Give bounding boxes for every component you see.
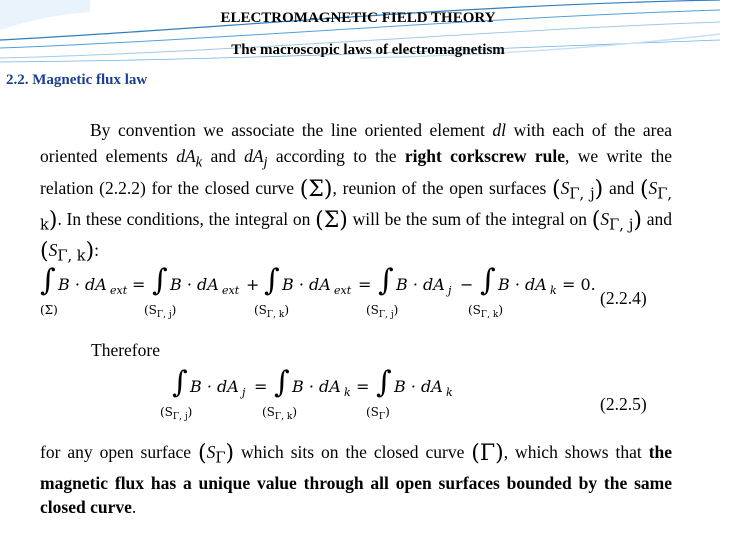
svg-text:∫: ∫ [152,263,168,298]
paragraph-intro: By convention we associate the line oriented element dl with each of the area oriented elements $dA_k$ and $dA_j$ according to the right corkscrew rule, we write the relation (2.2.2) for the closed curve (Σ), reunion of the open surfaces $(S_{\Gamma, j})$ and $(S_{\Gamma, k})$. In these conditions, the integral on (Σ) will be the sum of the integral on $(S_{\Gamma, j})$ and $(S_{\Gamma, k})$: [40,120,673,264]
svg-text:= 0.: = 0. [562,275,596,294]
svg-text:(SΓ, k): $(S_{\Gamma, k})$ [254,303,290,320]
svg-text:B · dA: B · dA [170,275,219,294]
equation-2-2-5 [150,362,453,428]
svg-text:∫: ∫ [264,263,280,298]
svg-text:k: k [446,386,453,399]
equation-number-2: (2.2.5) [600,394,647,414]
svg-text:(SΓ, k): $(S_{\Gamma, k})$ [468,303,504,320]
svg-text:B · dA: B · dA [292,377,341,396]
svg-text:∫: ∫ [480,263,496,298]
svg-text:(SΓ): $(S_\Gamma)$ [366,405,390,422]
page-subtitle: The macroscopic laws of electromagnetism [231,42,505,58]
svg-text:ext: ext [334,284,352,297]
section-heading: 2.2. Magnetic flux law [6,72,148,88]
svg-text:ext: ext [222,284,240,297]
paragraph-conclusion: for any open surface $(S_\Gamma)$ which sits on the closed curve (Γ), which shows that the magnetic flux has a unique value through all open surfaces bounded by the same closed curve. [40,441,673,517]
integral-sk-ext [254,263,352,320]
svg-text:−: − [460,275,474,294]
page-title: ELECTROMAGNETIC FIELD THEORY [220,10,496,26]
therefore-text: Therefore [91,340,160,360]
svg-text:(SΓ, j): $(S_{\Gamma, j})$ [366,303,399,320]
eq2-integral-s [366,365,453,422]
svg-text:k: k [344,386,351,399]
svg-text:(SΓ, j): $(S_{\Gamma, j})$ [160,405,193,422]
integral-sk [468,263,557,320]
svg-text:∫: ∫ [172,365,188,400]
eq2-integral-sk [262,365,351,422]
integral-sj-ext [144,263,240,320]
equation-2-2-4 [40,256,680,326]
svg-text:∫: ∫ [40,263,56,298]
svg-text:=: = [254,377,268,396]
svg-text:ext: ext [110,284,128,297]
svg-text:(SΓ, k): $(S_{\Gamma, k})$ [262,405,298,422]
integral-sj [366,263,452,320]
svg-text:∫: ∫ [378,263,394,298]
svg-text:∫: ∫ [376,365,392,400]
svg-text:+: + [246,275,260,294]
svg-text:B · dA: B · dA [58,275,107,294]
svg-text:(SΓ, j): $(S_{\Gamma, j})$ [144,303,177,320]
svg-text:B · dA: B · dA [394,377,443,396]
svg-text:=: = [358,275,372,294]
svg-text:B · dA: B · dA [498,275,547,294]
svg-text:B · dA: B · dA [282,275,331,294]
svg-text:B · dA: B · dA [396,275,445,294]
svg-text:(Σ): (Σ) [40,303,58,317]
svg-text:j: j [242,386,246,399]
svg-text:=: = [356,377,370,396]
svg-text:=: = [132,275,146,294]
integral-sigma-term [40,263,128,317]
eq2-integral-sj [160,365,246,422]
svg-text:k: k [550,284,557,297]
svg-text:B · dA: B · dA [190,377,239,396]
svg-text:j: j [448,284,452,297]
equation-number-1: (2.2.4) [600,288,647,308]
svg-text:∫: ∫ [274,365,290,400]
